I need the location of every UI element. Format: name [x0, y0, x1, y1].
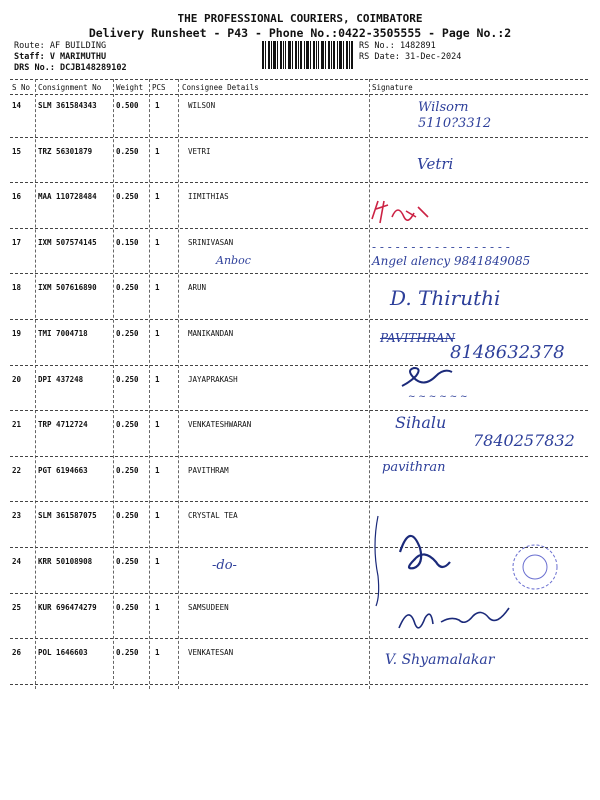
row-pcs: 1: [155, 192, 160, 202]
row-divider: [10, 182, 588, 183]
signature-pavithram: pavithran: [382, 460, 446, 475]
rs-number: RS No.: 1482891: [359, 41, 436, 51]
table-row: [0, 188, 600, 234]
row-pcs: 1: [155, 557, 160, 566]
row-consignment-no: SLM 361584343: [38, 101, 97, 110]
row-consignee: CRYSTAL TEA: [188, 511, 238, 521]
company-title: THE PROFESSIONAL COURIERS, COIMBATORE: [177, 12, 423, 25]
row-sno: 15: [12, 146, 22, 156]
row-sno: 19: [12, 329, 22, 338]
row-consignment-no: POL 1646603: [38, 648, 88, 658]
signature-anboc: Anboc: [216, 254, 251, 267]
row-consignment-no: IXM 507616890: [38, 283, 97, 293]
row-consignment-no: TRZ 56301879: [38, 146, 93, 156]
route-label: Route: AF BUILDING: [14, 41, 107, 51]
row-weight: 0.250: [116, 329, 139, 338]
row-weight: 0.250: [116, 146, 139, 156]
signature-vetri: Vetri: [417, 155, 454, 173]
row-pcs: 1: [155, 101, 160, 110]
row-pcs: 1: [155, 329, 160, 338]
row-consignment-no: DPI 437248: [38, 374, 84, 384]
row-pcs: 1: [155, 465, 160, 475]
row-pcs: 1: [155, 420, 160, 430]
column-header-consignee: Consignee Details: [182, 83, 259, 92]
staff-label: Staff: V MARIMUTHU: [14, 52, 107, 62]
row-consignee: VENKATESHWARAN: [188, 420, 252, 430]
row-pcs: 1: [155, 283, 160, 293]
row-weight: 0.250: [116, 283, 139, 293]
runsheet-subtitle: Delivery Runsheet - P43 - Phone No.:0422-3505555 - Page No.:2: [88, 26, 512, 40]
row-divider: [10, 273, 588, 274]
row-consignment-no: IXM 507574145: [38, 237, 97, 247]
row-consignment-no: MAA 110728484: [38, 192, 97, 202]
row-weight: 0.500: [116, 101, 139, 110]
row-sno: 14: [12, 101, 22, 110]
header-rule-top: [10, 79, 588, 80]
row-sno: 25: [12, 602, 22, 612]
row-sno: 20: [12, 374, 22, 384]
row-consignee: WILSON: [188, 101, 216, 110]
table-row: [0, 143, 600, 189]
row-consignment-no: SLM 361587075: [38, 511, 97, 521]
row-consignment-no: TRP 4712724: [38, 420, 88, 430]
barcode-image: [262, 41, 354, 69]
row-consignee: ARUN: [188, 283, 207, 293]
row-pcs: 1: [155, 511, 160, 521]
row-divider: [10, 684, 588, 685]
row-sno: 16: [12, 192, 22, 202]
signature-venkatesan: V. Shyamalakar: [385, 652, 495, 668]
row-weight: 0.250: [116, 648, 139, 658]
column-header-weight: Weight: [116, 83, 144, 92]
table-row: [0, 279, 600, 325]
row-consignment-no: TMI 7004718: [38, 329, 88, 338]
signature-arun: D. Thiruthi: [390, 286, 501, 310]
row-weight: 0.150: [116, 237, 139, 247]
row-pcs: 1: [155, 237, 160, 247]
row-sno: 26: [12, 648, 22, 658]
row-consignee: VETRI: [188, 146, 211, 156]
row-consignee: SAMSUDEEN: [188, 602, 229, 612]
row-pcs: 1: [155, 146, 160, 156]
row-pcs: 1: [155, 648, 160, 658]
column-header-pcs: PCS: [152, 83, 166, 92]
drs-number: DRS No.: DCJB148289102: [14, 63, 127, 73]
column-header-consignment: Consignment No: [38, 83, 102, 92]
row-consignee: PAVITHRAM: [188, 465, 229, 475]
row-divider: [10, 410, 588, 411]
row-weight: 0.250: [116, 192, 139, 202]
row-pcs: 1: [155, 374, 160, 384]
row-weight: 0.250: [116, 374, 139, 384]
row-consignee: MANIKANDAN: [188, 329, 234, 338]
row-divider: [10, 365, 588, 366]
row-weight: 0.250: [116, 511, 139, 521]
row-sno: 22: [12, 465, 22, 475]
table-row: [0, 462, 600, 508]
header-rule-bottom: [10, 94, 588, 95]
row-consignee: JAYAPRAKASH: [188, 374, 238, 384]
row-sno: 17: [12, 237, 22, 247]
signature-venkateshwaran: Sihalu 7840257832: [395, 413, 575, 450]
row-divider: [10, 319, 588, 320]
row-sno: 18: [12, 283, 22, 293]
rs-date: RS Date: 31-Dec-2024: [359, 52, 462, 62]
row-sno: 23: [12, 511, 22, 521]
signature-wilson: Wilsorn 5110?3312: [418, 100, 492, 131]
signature-manikandan-phone: 8148632378: [450, 342, 565, 363]
signature-venkateshwaran-scribble: ~ ~ ~ ~ ~ ~: [408, 392, 468, 402]
row-weight: 0.250: [116, 557, 139, 566]
row-consignment-no: KUR 696474279: [38, 602, 97, 612]
signature-srinivasan: - - - - - - - - - - - - - - - - - - Angel alency 9841849085: [372, 240, 531, 268]
signature-samsudeen: [393, 600, 533, 640]
table-row: [0, 97, 600, 143]
row-consignee: VENKATESAN: [188, 648, 234, 658]
row-weight: 0.250: [116, 602, 139, 612]
table-row: [0, 371, 600, 417]
signature-jayaprakash: [398, 360, 458, 392]
row-consignee: SRINIVASAN: [188, 237, 234, 247]
row-weight: 0.250: [116, 420, 139, 430]
row-consignment-no: PGT 6194663: [38, 465, 88, 475]
column-header-sno: S No: [12, 83, 31, 92]
row-divider: [10, 501, 588, 502]
row-divider: [10, 456, 588, 457]
signature-rtn-stamp: [368, 197, 438, 227]
row-pcs: 1: [155, 602, 160, 612]
row-consignment-no: KRR 50108908: [38, 557, 93, 566]
table-row: [0, 644, 600, 690]
row-consignee: IIMITHIAS: [188, 192, 229, 202]
row-divider: [10, 228, 588, 229]
row-divider: [10, 137, 588, 138]
column-header-signature: Signature: [372, 83, 413, 92]
signature-crystal-tea: [370, 512, 570, 612]
row-sno: 24: [12, 557, 22, 566]
row-weight: 0.250: [116, 465, 139, 475]
row-sno: 21: [12, 420, 22, 430]
signature-krr-ditto: -do-: [212, 558, 237, 573]
signature-manikandan: PAVITHRAN: [380, 331, 456, 345]
